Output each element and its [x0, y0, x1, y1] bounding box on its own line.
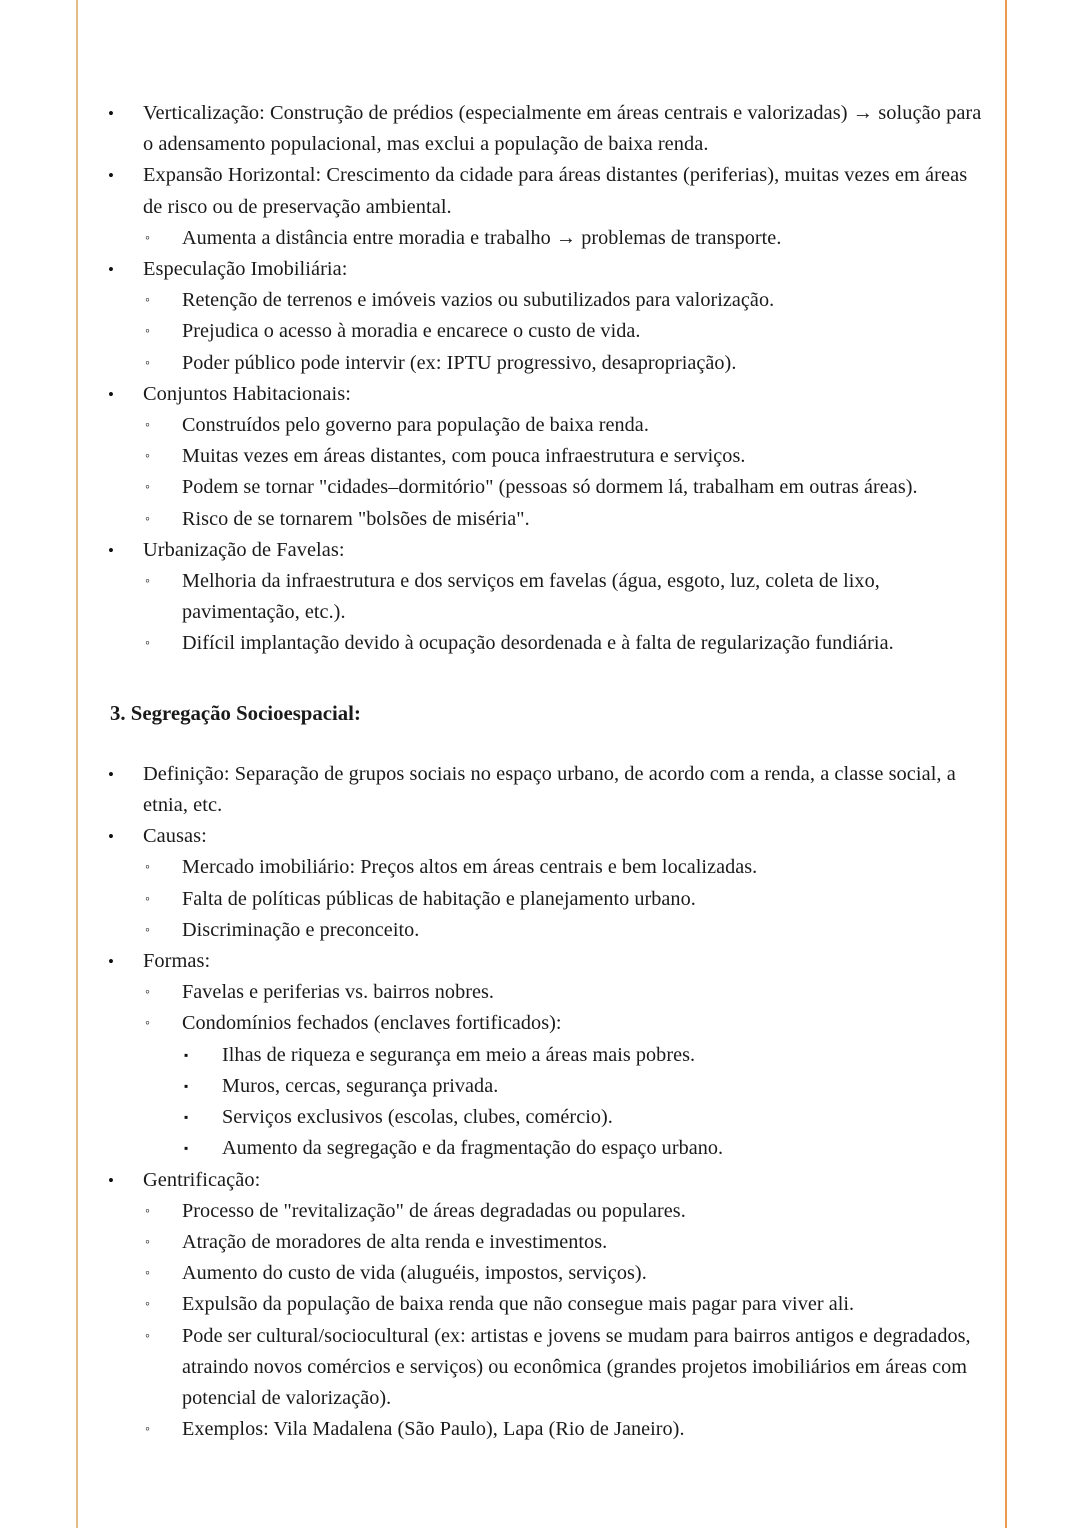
list-item-text: Especulação Imobiliária: — [143, 258, 348, 281]
bullet-marker-icon: • — [108, 827, 115, 847]
bullet-marker-icon: ◦ — [145, 1328, 151, 1344]
list-item-text: Gentrificação: — [143, 1168, 261, 1191]
list-item-text: Condomínios fechados (enclaves fortificados): — [182, 1012, 562, 1035]
bullet-marker-icon: ◦ — [145, 891, 151, 907]
list-item — [145, 1321, 988, 1415]
bullet-marker-icon: ▪ — [184, 1141, 189, 1156]
list-item — [145, 441, 988, 472]
bullet-marker-icon: • — [108, 1170, 115, 1190]
list-item — [145, 915, 988, 946]
list-item-text: Causas: — [143, 825, 207, 848]
list-item-text: Formas: — [143, 950, 211, 973]
list-item — [145, 566, 988, 628]
bullet-marker-icon: • — [108, 260, 115, 280]
list-item — [145, 852, 988, 883]
list-item — [184, 1040, 988, 1071]
bullet-marker-icon: ◦ — [145, 860, 151, 876]
list-item-text: Serviços exclusivos (escolas, clubes, comércio). — [222, 1106, 613, 1129]
list-item — [145, 1289, 988, 1320]
list-item-text: Aumento do custo de vida (aluguéis, impostos, serviços). — [182, 1262, 647, 1285]
bullet-marker-icon: • — [108, 540, 115, 560]
list-item — [145, 884, 988, 915]
list-item — [145, 1227, 988, 1258]
list-item-text: Melhoria da infraestrutura e dos serviços em favelas (água, esgoto, luz, coleta de lixo, pavimentação, etc.). — [182, 570, 880, 624]
bullet-marker-icon: • — [108, 384, 115, 404]
list-item — [145, 1414, 988, 1445]
list-item — [108, 1165, 988, 1446]
list-item — [145, 1258, 988, 1289]
list-item — [145, 628, 988, 659]
list-item — [108, 98, 988, 160]
list-item-text: Risco de se tornarem "bolsões de miséria". — [182, 507, 530, 530]
list-item — [184, 1102, 988, 1133]
bullet-marker-icon: ◦ — [145, 1203, 151, 1219]
left-page-rule — [76, 0, 78, 1528]
bullet-marker-icon: • — [108, 166, 115, 186]
bullet-marker-icon: • — [108, 952, 115, 972]
list-item — [108, 946, 988, 1164]
bullet-list-level-2 — [145, 410, 988, 535]
list-item-text: Retenção de terrenos e imóveis vazios ou subutilizados para valorização. — [182, 289, 775, 312]
list-item — [184, 1071, 988, 1102]
list-item-text: Conjuntos Habitacionais: — [143, 382, 351, 405]
list-item — [108, 160, 988, 254]
bullet-marker-icon: ◦ — [145, 1266, 151, 1282]
right-page-rule — [1005, 0, 1007, 1528]
bullet-list-level-1 — [108, 98, 988, 660]
list-item-text: Exemplos: Vila Madalena (São Paulo), Lapa (Rio de Janeiro). — [182, 1418, 685, 1441]
list-item — [145, 348, 988, 379]
list-item — [145, 410, 988, 441]
list-item-text: Mercado imobiliário: Preços altos em áreas centrais e bem localizadas. — [182, 856, 758, 879]
bullet-marker-icon: ◦ — [145, 574, 151, 590]
list-item — [145, 472, 988, 503]
list-item — [108, 535, 988, 660]
bullet-list-level-2 — [145, 852, 988, 946]
list-item-text: Prejudica o acesso à moradia e encarece o custo de vida. — [182, 320, 641, 343]
list-item — [145, 504, 988, 535]
list-item-text: Construídos pelo governo para população de baixa renda. — [182, 414, 649, 437]
bullet-marker-icon: ◦ — [145, 293, 151, 309]
bullet-marker-icon: ◦ — [145, 985, 151, 1001]
list-item-text: Expulsão da população de baixa renda que não consegue mais pagar para viver ali. — [182, 1293, 855, 1316]
bullet-marker-icon: ◦ — [145, 1422, 151, 1438]
list-item-text: Falta de políticas públicas de habitação e planejamento urbano. — [182, 887, 696, 910]
list-item-text: Discriminação e preconceito. — [182, 918, 420, 941]
bullet-marker-icon: ◦ — [145, 1016, 151, 1032]
list-item-text: Definição: Separação de grupos sociais no espaço urbano, de acordo com a renda, a classe social, a etnia, etc. — [143, 762, 956, 817]
bullet-list-level-3 — [184, 1040, 988, 1165]
list-item — [145, 1196, 988, 1227]
list-item — [145, 285, 988, 316]
bullet-marker-icon: ▪ — [184, 1110, 189, 1125]
list-item — [145, 977, 988, 1008]
list-item — [108, 254, 988, 379]
list-item — [108, 759, 988, 821]
bullet-marker-icon: ◦ — [145, 480, 151, 496]
bullet-marker-icon: • — [108, 764, 115, 784]
bullet-marker-icon: ◦ — [145, 511, 151, 527]
list-item-text: Urbanização de Favelas: — [143, 538, 345, 561]
list-item-text: Pode ser cultural/sociocultural (ex: artistas e jovens se mudam para bairros antigos e degradados, atraindo novos comércios e serviços) ou econômica (grandes projetos imobiliários em áreas com potencial de valorização). — [182, 1324, 971, 1409]
list-item-text: Aumenta a distância entre moradia e trabalho → problemas de transporte. — [182, 226, 782, 249]
list-item — [145, 1008, 988, 1164]
bullet-marker-icon: ◦ — [145, 449, 151, 465]
heading-bottom-spacer — [108, 729, 988, 759]
list-item-text: Expansão Horizontal: Crescimento da cidade para áreas distantes (periferias), muitas vezes em áreas de risco ou de preservação ambiental. — [143, 164, 968, 218]
bullet-marker-icon: ◦ — [145, 230, 151, 246]
list-item-text: Processo de "revitalização" de áreas degradadas ou populares. — [182, 1199, 686, 1222]
list-item-text: Verticalização: Construção de prédios (especialmente em áreas centrais e valorizadas) → solução para o adensamento populacional, mas exclui a população de baixa renda. — [143, 102, 982, 156]
bullet-marker-icon: ◦ — [145, 418, 151, 434]
heading-top-spacer — [108, 660, 988, 698]
bullet-marker-icon: ◦ — [145, 355, 151, 371]
list-item-text: Podem se tornar "cidades–dormitório" (pessoas só dormem lá, trabalham em outras áreas). — [182, 476, 918, 499]
list-item-text: Muros, cercas, segurança privada. — [222, 1074, 499, 1097]
bullet-marker-icon: ◦ — [145, 1234, 151, 1250]
bullet-list-level-2 — [145, 285, 988, 379]
bullet-marker-icon: ◦ — [145, 636, 151, 652]
list-item-text: Atração de moradores de alta renda e investimentos. — [182, 1230, 608, 1253]
bullet-marker-icon: ◦ — [145, 922, 151, 938]
list-item-text: Muitas vezes em áreas distantes, com pouca infraestrutura e serviços. — [182, 445, 746, 468]
list-item — [108, 379, 988, 535]
list-item — [184, 1133, 988, 1164]
list-item — [145, 316, 988, 347]
bullet-marker-icon: ▪ — [184, 1078, 189, 1093]
bullet-marker-icon: ◦ — [145, 1297, 151, 1313]
list-item-text: Ilhas de riqueza e segurança em meio a áreas mais pobres. — [222, 1043, 696, 1066]
bullet-list-level-2 — [145, 1196, 988, 1446]
list-item — [145, 223, 988, 254]
bullet-list-level-2 — [145, 223, 988, 254]
bullet-marker-icon: ▪ — [184, 1047, 189, 1062]
bullet-marker-icon: • — [108, 104, 115, 123]
document-content — [108, 98, 988, 1445]
list-item-text: Poder público pode intervir (ex: IPTU progressivo, desapropriação). — [182, 351, 737, 374]
list-item-text: Favelas e periferias vs. bairros nobres. — [182, 981, 494, 1004]
list-item — [108, 821, 988, 946]
bullet-marker-icon: ◦ — [145, 324, 151, 340]
list-item-text: Difícil implantação devido à ocupação desordenada e à falta de regularização fundiária. — [182, 632, 894, 655]
bullet-list-level-2 — [145, 566, 988, 660]
list-item-text: Aumento da segregação e da fragmentação do espaço urbano. — [222, 1137, 724, 1160]
section-heading: 3. Segregação Socioespacial: — [110, 701, 361, 725]
bullet-list-level-2 — [145, 977, 988, 1164]
bullet-list-level-1 — [108, 759, 988, 1445]
